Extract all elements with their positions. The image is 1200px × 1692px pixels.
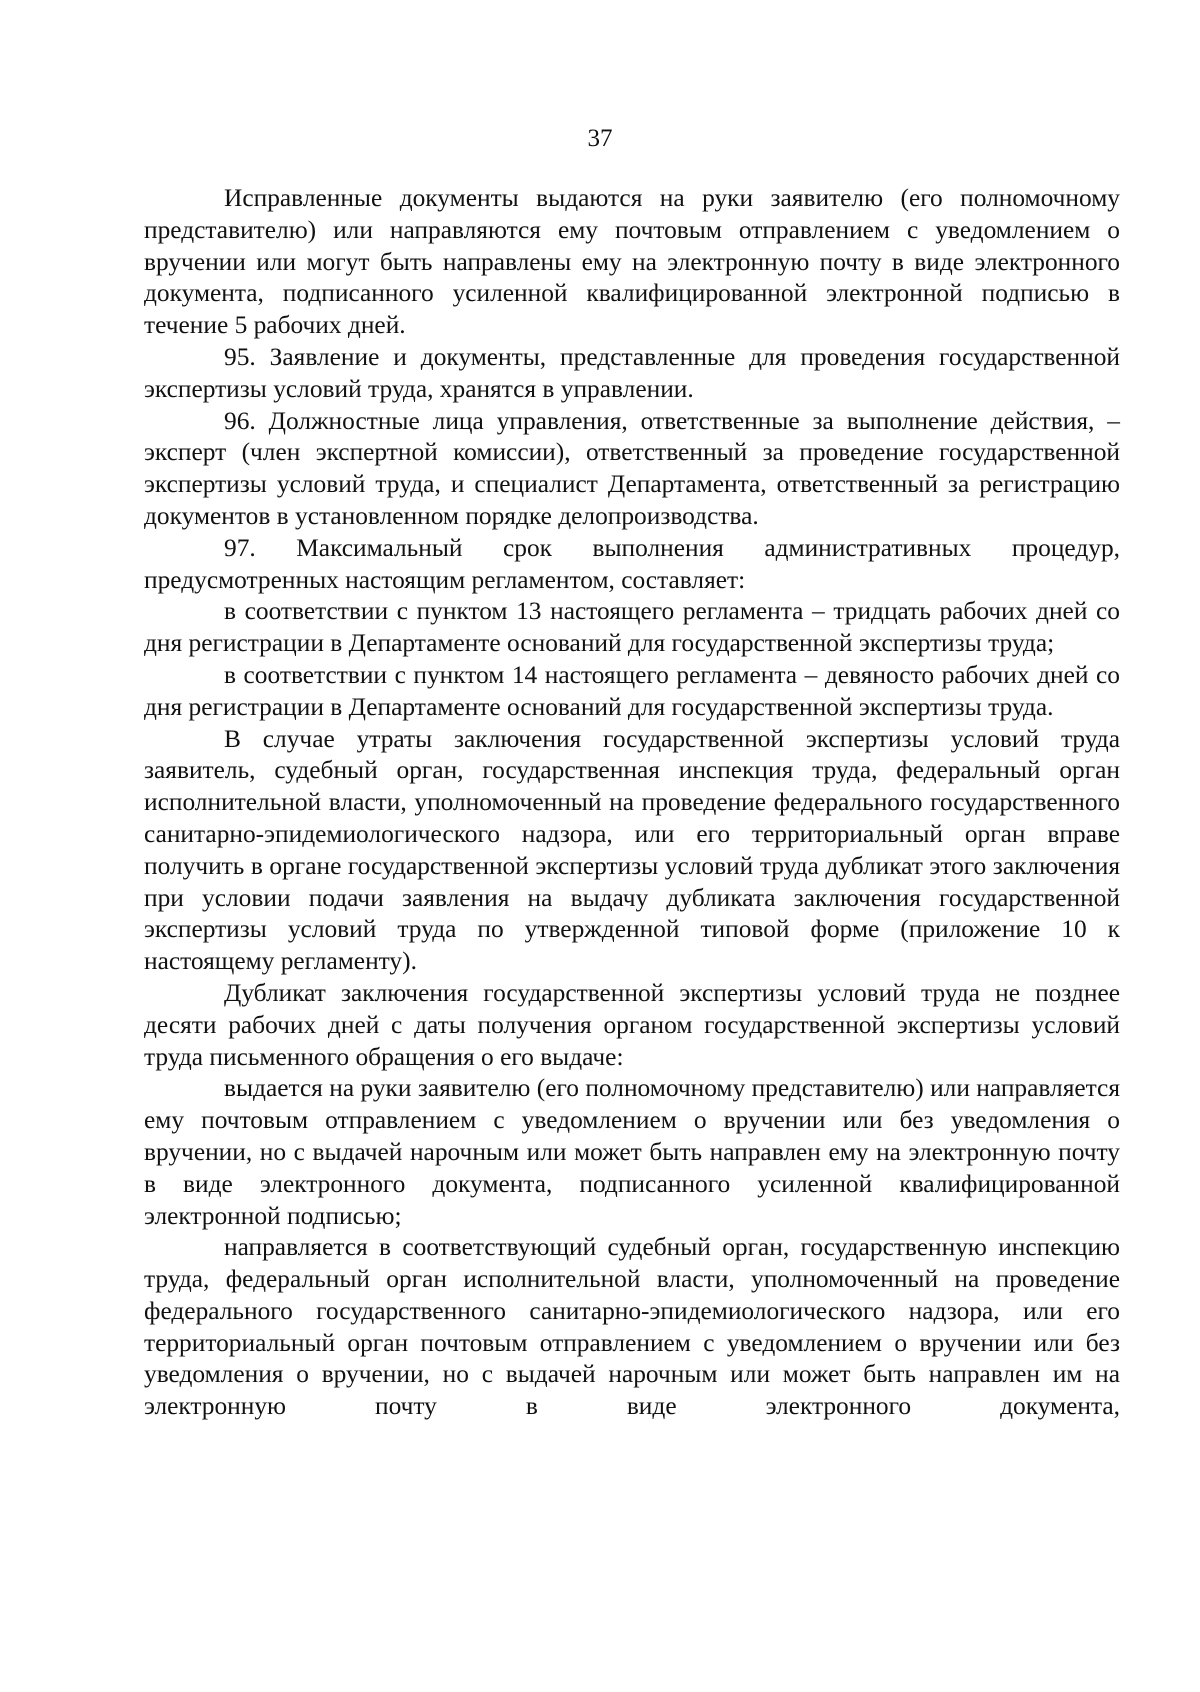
paragraph-corrected-documents: Исправленные документы выдаются на руки заявителю (его полномочному представителю) или направляются ему почтовым отправлением с уведомлением о вручении или могут быть направлены ему на электронную почту в виде электронного документа, подписанного усиленной квалифицированной электронной подписью в течение 5 рабочих дней. bbox=[144, 184, 1120, 340]
page-number: 37 bbox=[587, 125, 613, 152]
paragraph-loss-of-conclusion: В случае утраты заключения государственной экспертизы условий труда заявитель, судебный орган, государственная инспекция труда, федеральный орган исполнительной власти, уполномоченный на проведение федерального государственного санитарно-эпидемиологического надзора, или его территориальный орган вправе получить в органе государственной экспертизы условий труда дубликат этого заключения при условии подачи заявления на выдачу дубликата заключения государственной экспертизы условий труда по утвержденной типовой форме (приложение 10 к настоящему регламенту). bbox=[144, 724, 1120, 976]
paragraph-95: 95. Заявление и документы, представленные для проведения государственной экспертизы условий труда, хранятся в управлении. bbox=[144, 342, 1120, 403]
paragraph-96: 96. Должностные лица управления, ответственные за выполнение действия, – эксперт (член экспертной комиссии), ответственный за проведение государственной экспертизы условий труда, и специалист Департамента, ответственный за регистрацию документов в установленном порядке делопроизводства. bbox=[144, 406, 1120, 530]
paragraph-issued-to-applicant: выдается на руки заявителю (его полномочному представителю) или направляется ему почтовым отправлением с уведомлением о вручении или без уведомления о вручении, но с выдачей нарочным или может быть направлен ему на электронную почту в виде электронного документа, подписанного усиленной квалифицированной электронной подписью; bbox=[144, 1074, 1120, 1230]
paragraph-item-13: в соответствии с пунктом 13 настоящего регламента – тридцать рабочих дней со дня регистрации в Департаменте оснований для государственной экспертизы труда; bbox=[144, 597, 1120, 658]
paragraph-duplicate: Дубликат заключения государственной экспертизы условий труда не позднее десяти рабочих дней с даты получения органом государственной экспертизы условий труда письменного обращения о его выдаче: bbox=[144, 978, 1120, 1071]
paragraph-item-14: в соответствии с пунктом 14 настоящего регламента – девяносто рабочих дней со дня регистрации в Департаменте оснований для государственной экспертизы труда. bbox=[144, 660, 1120, 721]
paragraph-97: 97. Максимальный срок выполнения административных процедур, предусмотренных настоящим регламентом, составляет: bbox=[144, 533, 1120, 594]
document-body bbox=[144, 183, 1120, 1423]
paragraph-sent-to-authority: направляется в соответствующий судебный орган, государственную инспекцию труда, федеральный орган исполнительной власти, уполномоченный на проведение федерального государственного санитарно-эпидемиологического надзора, или его территориальный орган почтовым отправлением с уведомлением о вручении или без уведомления о вручении, но с выдачей нарочным или может быть направлен им на электронную почту в виде электронного документа, bbox=[144, 1233, 1120, 1421]
